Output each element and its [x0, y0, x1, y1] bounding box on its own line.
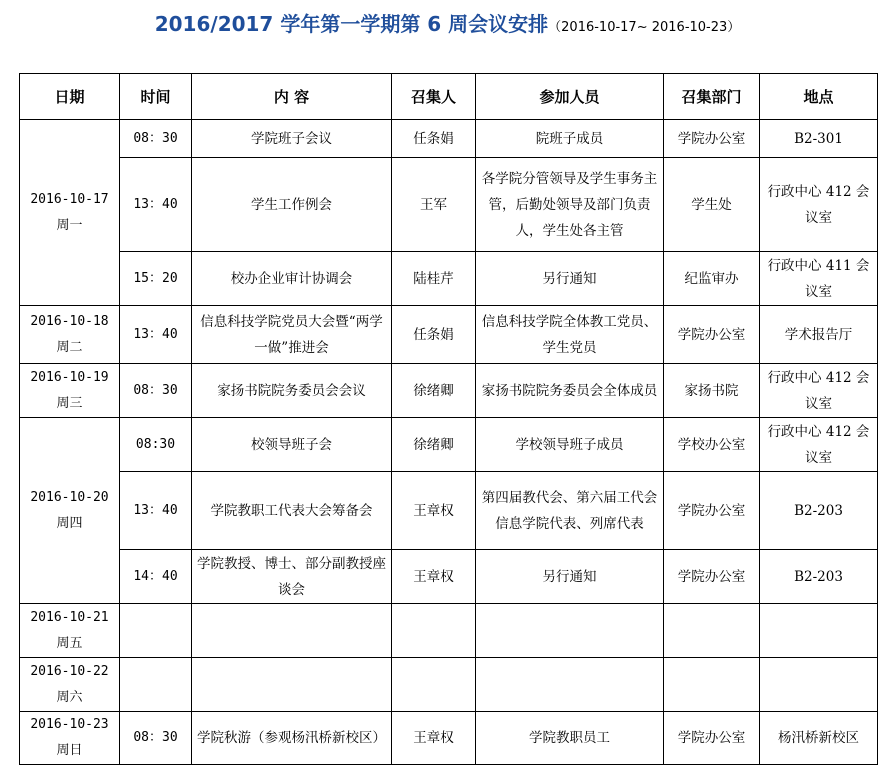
date-cell: [20, 306, 120, 364]
meeting-convener: [392, 658, 476, 712]
meeting-participants: [476, 658, 664, 712]
header-date: 日期: [20, 74, 120, 120]
date-cell: [20, 658, 120, 712]
table-row: [20, 252, 878, 306]
meeting-content: 学生工作例会: [192, 158, 392, 252]
date-text: 2016-10-18: [30, 313, 109, 329]
date-cell: [20, 418, 120, 604]
meeting-time: 08：30: [120, 364, 192, 418]
meeting-time: 13：40: [120, 306, 192, 364]
meeting-location: 行政中心 412 会议室: [760, 158, 878, 252]
meeting-participants: 信息科技学院全体教工党员、学生党员: [476, 306, 664, 364]
header-participants: 参加人员: [476, 74, 664, 120]
meeting-content: 信息科技学院党员大会暨“两学一做”推进会: [192, 306, 392, 364]
date-text: 2016-10-20: [30, 489, 109, 505]
meeting-schedule-table: [19, 73, 878, 765]
meeting-convener: 王章权: [392, 550, 476, 604]
meeting-time: 15：20: [120, 252, 192, 306]
date-cell: [20, 712, 120, 765]
meeting-participants: 学校领导班子成员: [476, 418, 664, 472]
meeting-location: 行政中心 411 会议室: [760, 252, 878, 306]
meeting-participants: 家扬书院院务委员会全体成员: [476, 364, 664, 418]
header-department: 召集部门: [664, 74, 760, 120]
meeting-location: 行政中心 412 会议室: [760, 418, 878, 472]
date-cell: [20, 604, 120, 658]
meeting-participants: 学院教职员工: [476, 712, 664, 765]
table-row: [20, 418, 878, 472]
meeting-content: 学院教职工代表大会筹备会: [192, 472, 392, 550]
weekday-text: 周一: [56, 217, 83, 233]
meeting-content: 家扬书院院务委员会会议: [192, 364, 392, 418]
meeting-content: [192, 604, 392, 658]
meeting-participants: 另行通知: [476, 252, 664, 306]
table-row: [20, 604, 878, 658]
table-row: [20, 306, 878, 364]
date-cell: [20, 364, 120, 418]
table-row: [20, 472, 878, 550]
meeting-department: [664, 604, 760, 658]
meeting-participants: 另行通知: [476, 550, 664, 604]
date-text: 2016-10-22: [30, 663, 109, 679]
table-row: [20, 658, 878, 712]
table-row: [20, 158, 878, 252]
meeting-participants: 各学院分管领导及学生事务主管，后勤处领导及部门负责人，学生处各主管: [476, 158, 664, 252]
weekday-text: 周六: [56, 689, 83, 705]
meeting-department: 学生处: [664, 158, 760, 252]
meeting-department: 学院办公室: [664, 472, 760, 550]
meeting-location: [760, 604, 878, 658]
meeting-time: 08:30: [120, 418, 192, 472]
meeting-department: 学院办公室: [664, 550, 760, 604]
meeting-convener: 王章权: [392, 472, 476, 550]
schedule-body: [20, 120, 878, 765]
meeting-time: [120, 658, 192, 712]
page-title: [0, 8, 895, 37]
header-time: 时间: [120, 74, 192, 120]
weekday-text: 周三: [56, 395, 83, 411]
date-text: 2016-10-21: [30, 609, 109, 625]
meeting-time: 08：30: [120, 120, 192, 158]
meeting-location: 学术报告厅: [760, 306, 878, 364]
meeting-department: 家扬书院: [664, 364, 760, 418]
date-cell: [20, 120, 120, 306]
meeting-department: 学院办公室: [664, 120, 760, 158]
meeting-content: [192, 658, 392, 712]
meeting-location: 杨汛桥新校区: [760, 712, 878, 765]
meeting-time: [120, 604, 192, 658]
weekday-text: 周二: [56, 339, 83, 355]
table-row: [20, 120, 878, 158]
meeting-time: 14：40: [120, 550, 192, 604]
meeting-location: B2-203: [760, 550, 878, 604]
meeting-time: 13：40: [120, 158, 192, 252]
meeting-convener: [392, 604, 476, 658]
meeting-convener: 王章权: [392, 712, 476, 765]
meeting-location: [760, 658, 878, 712]
weekday-text: 周四: [56, 515, 83, 531]
meeting-location: 行政中心 412 会议室: [760, 364, 878, 418]
meeting-content: 学院班子会议: [192, 120, 392, 158]
date-text: 2016-10-19: [30, 369, 109, 385]
meeting-participants: 第四届教代会、第六届工代会信息学院代表、列席代表: [476, 472, 664, 550]
meeting-department: 学院办公室: [664, 712, 760, 765]
header-location: 地点: [760, 74, 878, 120]
header-row: [20, 74, 878, 120]
meeting-participants: 院班子成员: [476, 120, 664, 158]
meeting-convener: 任条娟: [392, 306, 476, 364]
meeting-location: B2-301: [760, 120, 878, 158]
title-main: 2016/2017 学年第一学期第 6 周会议安排: [154, 12, 549, 36]
title-date-range: （2016-10-17~ 2016-10-23）: [548, 20, 741, 35]
weekday-text: 周日: [56, 743, 83, 758]
meeting-content: 学院教授、博士、部分副教授座谈会: [192, 550, 392, 604]
meeting-convener: 徐绪卿: [392, 418, 476, 472]
meeting-content: 校领导班子会: [192, 418, 392, 472]
date-text: 2016-10-23: [30, 717, 109, 732]
meeting-convener: 任条娟: [392, 120, 476, 158]
date-text: 2016-10-17: [30, 191, 109, 207]
meeting-content: 学院秋游（参观杨汛桥新校区）: [192, 712, 392, 765]
meeting-convener: 徐绪卿: [392, 364, 476, 418]
meeting-convener: 王军: [392, 158, 476, 252]
meeting-department: 纪监审办: [664, 252, 760, 306]
table-row: [20, 364, 878, 418]
meeting-participants: [476, 604, 664, 658]
header-convener: 召集人: [392, 74, 476, 120]
table-row: [20, 712, 878, 765]
meeting-department: [664, 658, 760, 712]
meeting-department: 学院办公室: [664, 306, 760, 364]
meeting-department: 学校办公室: [664, 418, 760, 472]
meeting-content: 校办企业审计协调会: [192, 252, 392, 306]
table-row: [20, 550, 878, 604]
meeting-location: B2-203: [760, 472, 878, 550]
meeting-convener: 陆桂芹: [392, 252, 476, 306]
weekday-text: 周五: [56, 635, 83, 651]
meeting-time: 13：40: [120, 472, 192, 550]
header-content: 内 容: [192, 74, 392, 120]
meeting-time: 08：30: [120, 712, 192, 765]
